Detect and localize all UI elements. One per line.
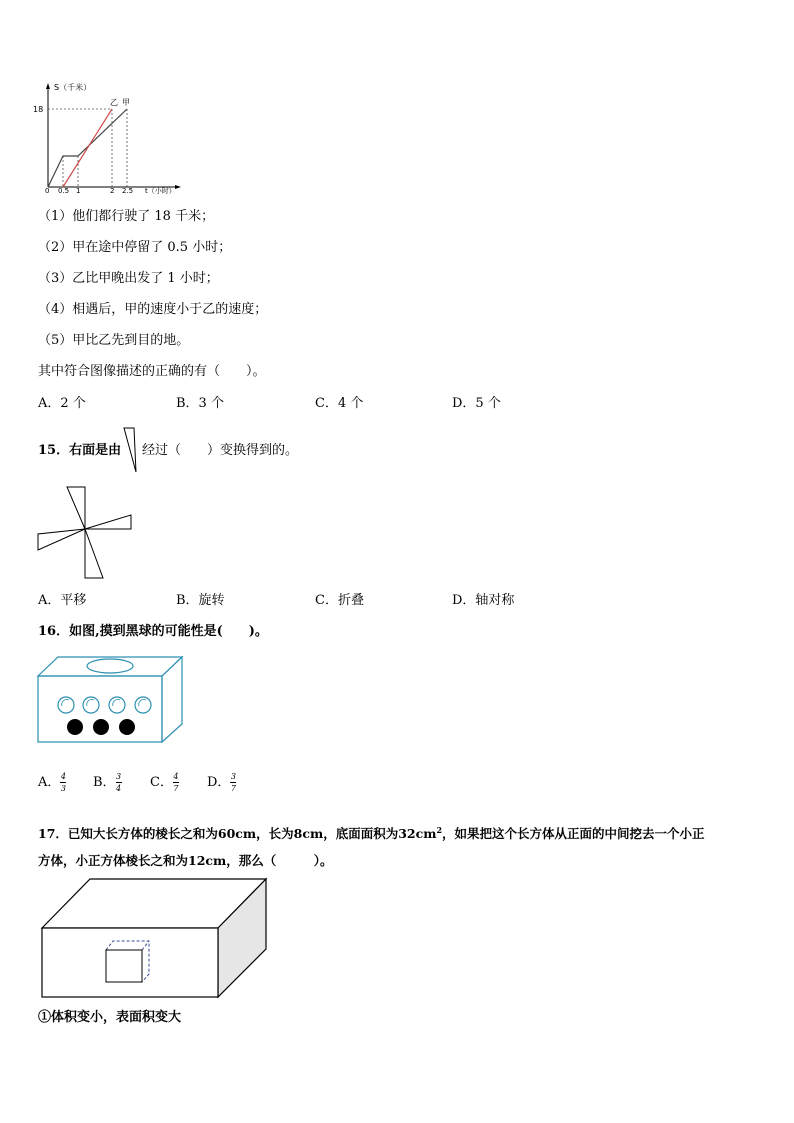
x-tick-25: 2.5 bbox=[122, 187, 134, 195]
x-tick-0: 0 bbox=[45, 187, 50, 195]
box-opening bbox=[87, 659, 133, 673]
black-ball-3 bbox=[119, 719, 135, 735]
black-ball-2 bbox=[93, 719, 109, 735]
q14-option-c[interactable]: C．4 个 bbox=[315, 396, 364, 411]
pinwheel-figure bbox=[36, 484, 136, 582]
q14-option-d[interactable]: D．5 个 bbox=[452, 396, 501, 411]
q16-option-b[interactable]: B． $\frac{3}{4}$ bbox=[93, 772, 122, 793]
triangle-shape-icon bbox=[122, 426, 138, 474]
statement-2: （2）甲在途中停留了 0.5 小时； bbox=[38, 240, 232, 255]
q15-suffix: 经过（ ）变换得到的。 bbox=[142, 443, 299, 458]
x-axis-arrow bbox=[175, 185, 181, 189]
q15-prefix: 15．右面是由 bbox=[38, 443, 122, 458]
black-ball-1 bbox=[67, 719, 83, 735]
q17-line-2: 方体，小正方体棱长之和为12cm，那么（ ）。 bbox=[38, 853, 333, 868]
q17-option-1[interactable]: ①体积变小，表面积变大 bbox=[38, 1010, 182, 1025]
q16-option-a[interactable]: A． $\frac{4}{3}$ bbox=[38, 772, 66, 793]
statement-3: （3）乙比甲晚出发了 1 小时； bbox=[38, 271, 219, 286]
y-tick-18: 18 bbox=[33, 105, 44, 114]
statement-4: （4）相遇后，甲的速度小于乙的速度； bbox=[38, 302, 268, 317]
statement-1: （1）他们都行驶了 18 千米； bbox=[38, 209, 215, 224]
q14-option-a[interactable]: A．2 个 bbox=[38, 396, 86, 411]
statement-5: （5）甲比乙先到目的地。 bbox=[38, 333, 190, 348]
y-axis-arrow bbox=[46, 83, 50, 89]
y-axis-label: S（千米） bbox=[54, 83, 92, 92]
box-side bbox=[162, 657, 182, 742]
line-label-jia: 甲 bbox=[122, 98, 130, 107]
cuboid-front bbox=[42, 928, 218, 997]
q15-option-c[interactable]: C．折叠 bbox=[315, 593, 364, 608]
q15-option-d[interactable]: D．轴对称 bbox=[452, 593, 515, 608]
distance-time-graph bbox=[30, 80, 190, 195]
q16-option-c[interactable]: C． $\frac{4}{7}$ bbox=[150, 772, 179, 793]
x-axis-label: t（小时） bbox=[145, 187, 176, 195]
q17-line-1: 17．已知大长方体的棱长之和为60cm，长为8cm，底面面积为$32cm^2$，如果把这个长方体从正面的中间挖去一个小正 bbox=[38, 825, 705, 842]
q15-option-a[interactable]: A．平移 bbox=[38, 593, 87, 608]
cuboid-with-cube-figure bbox=[38, 876, 270, 1000]
q16-option-d[interactable]: D． $\frac{3}{7}$ bbox=[207, 772, 236, 793]
x-tick-1: 1 bbox=[76, 187, 81, 195]
line-label-yi: 乙 bbox=[110, 98, 118, 107]
q16-question: 16．如图,摸到黑球的可能性是( )。 bbox=[38, 624, 268, 639]
q14-option-b[interactable]: B．3 个 bbox=[176, 396, 224, 411]
yi-line bbox=[63, 109, 112, 187]
x-tick-05: 0.5 bbox=[58, 187, 70, 195]
x-tick-2: 2 bbox=[110, 187, 115, 195]
ball-box-figure bbox=[36, 654, 186, 746]
q14-question: 其中符合图像描述的正确的有（ ）。 bbox=[38, 364, 266, 379]
q15-option-b[interactable]: B．旋转 bbox=[176, 593, 225, 608]
